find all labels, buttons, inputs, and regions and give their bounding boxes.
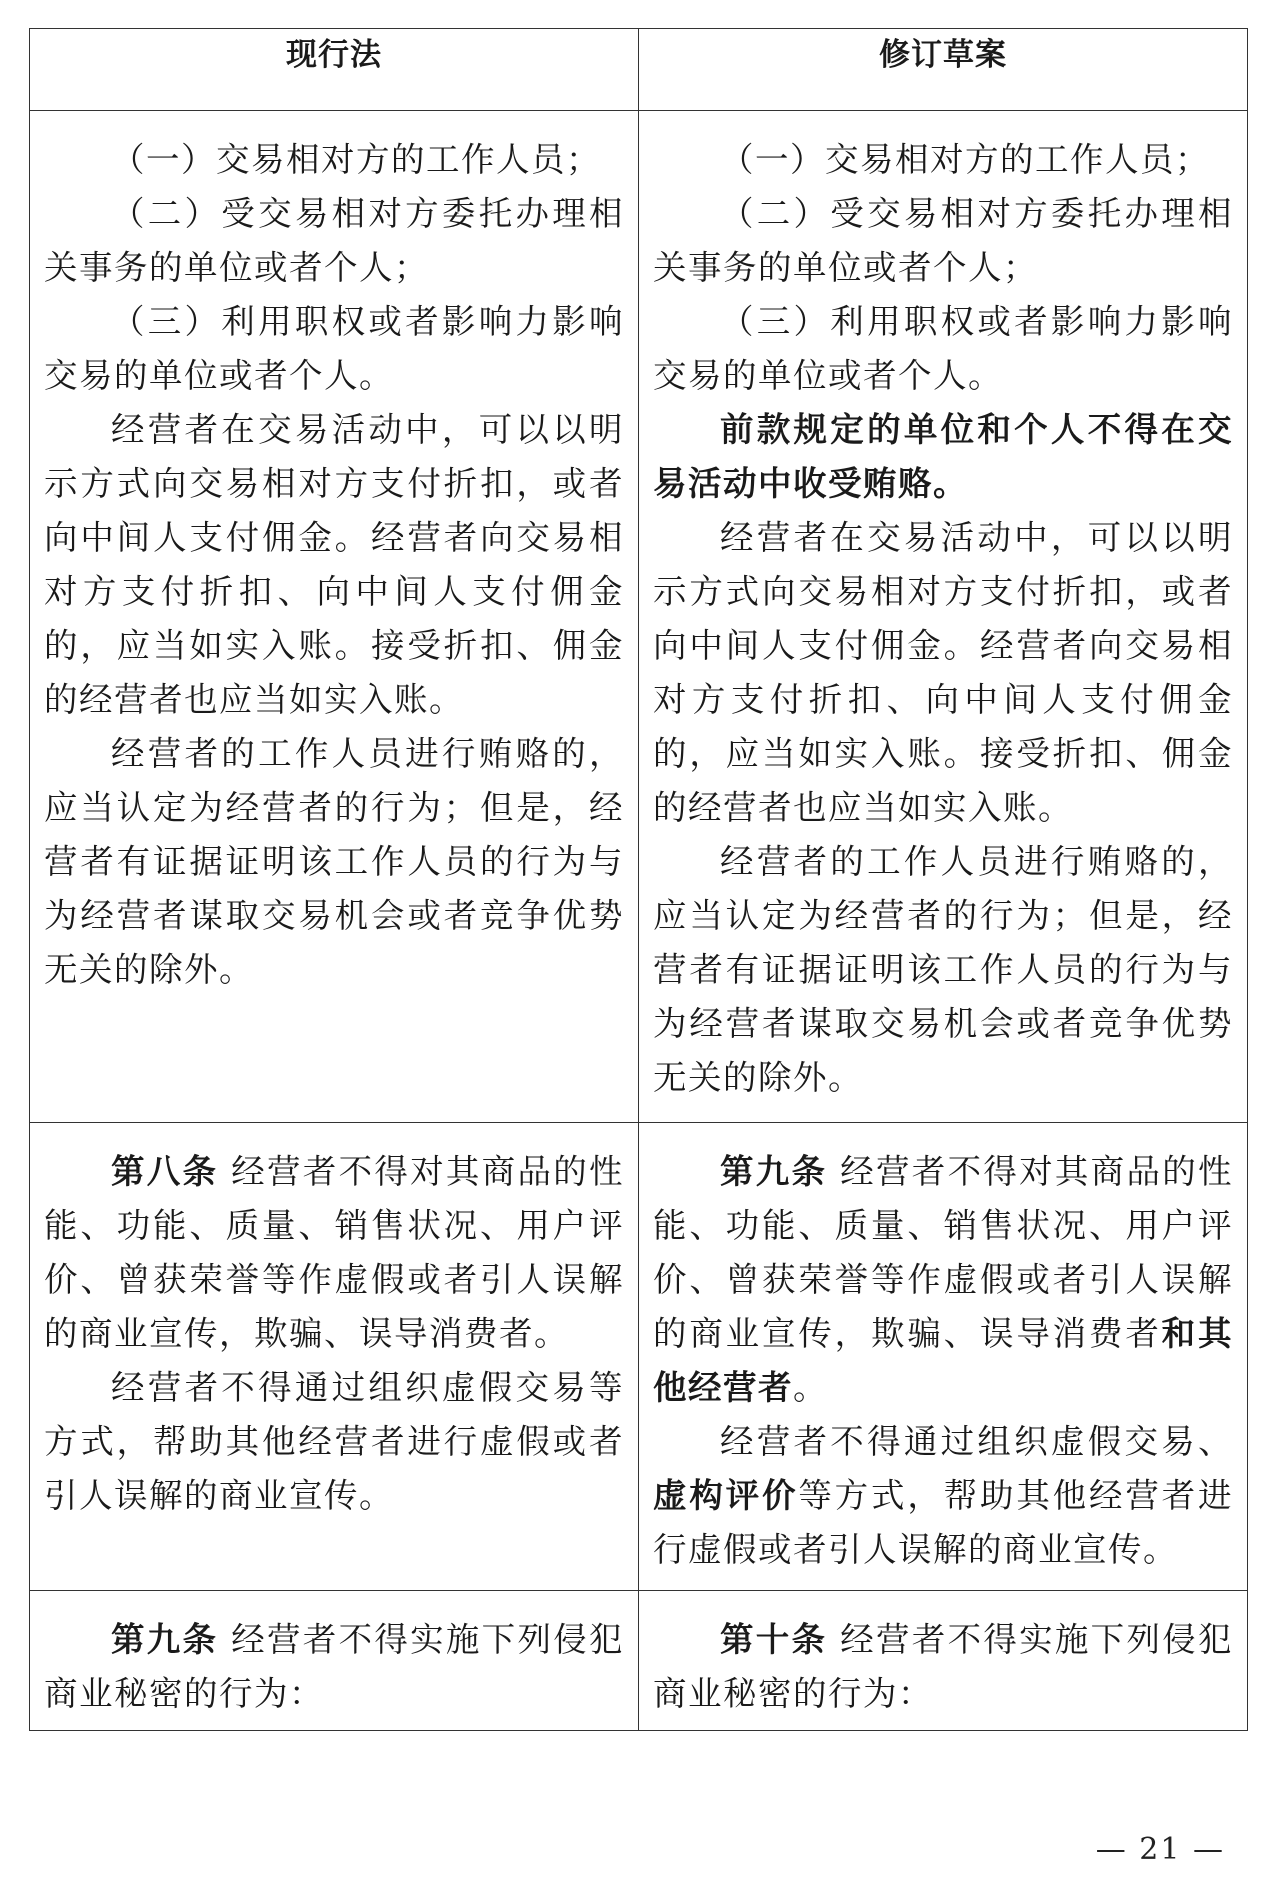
paragraph xyxy=(44,1361,624,1523)
text: （一）交易相对方的工作人员； xyxy=(720,140,1210,179)
table-header-row xyxy=(30,29,1248,111)
text: （二）受交易相对方委托办理相关事务的单位或者个人； xyxy=(653,194,1233,287)
text: 经营者在交易活动中，可以以明示方式向交易相对方支付折扣，或者向中间人支付佣金。经营者向交易相对方支付折扣、向中间人支付佣金的，应当如实入账。接受折扣、佣金的经营者也应当如实入账。 xyxy=(653,518,1233,827)
cell-revised-draft xyxy=(639,1591,1248,1731)
text: 经营者不得实施下列侵犯商业秘密的行为： xyxy=(44,1620,624,1713)
bold-text: 前款规定的单位和个人不得在交易活动中收受贿赂。 xyxy=(653,410,1233,503)
text: （一）交易相对方的工作人员； xyxy=(111,140,601,179)
paragraph xyxy=(653,133,1233,187)
text: （三）利用职权或者影响力影响交易的单位或者个人。 xyxy=(44,302,624,395)
text: 。 xyxy=(793,1368,828,1407)
text: 经营者不得对其商品的性能、功能、质量、销售状况、用户评价、曾获荣誉等作虚假或者引人误解的商业宣传，欺骗、误导消费者。 xyxy=(44,1152,624,1353)
paragraph xyxy=(44,187,624,295)
text: 经营者不得实施下列侵犯商业秘密的行为： xyxy=(653,1620,1233,1713)
paragraph xyxy=(44,727,624,997)
text: （三）利用职权或者影响力影响交易的单位或者个人。 xyxy=(653,302,1233,395)
bold-text: 第九条 xyxy=(720,1152,828,1191)
text: 经营者的工作人员进行贿赂的，应当认定为经营者的行为；但是，经营者有证据证明该工作人员的行为与为经营者谋取交易机会或者竞争优势无关的除外。 xyxy=(653,842,1233,1097)
cell-revised-draft xyxy=(639,1123,1248,1591)
cell-current-law xyxy=(30,1591,639,1731)
cell-current-law xyxy=(30,111,639,1123)
paragraph xyxy=(653,187,1233,295)
paragraph xyxy=(44,133,624,187)
paragraph xyxy=(44,1145,624,1361)
text: 经营者不得通过组织虚假交易等方式，帮助其他经营者进行虚假或者引人误解的商业宣传。 xyxy=(44,1368,624,1515)
text: 经营者不得通过组织虚假交易、 xyxy=(720,1422,1233,1461)
cell-current-law xyxy=(30,1123,639,1591)
bold-text: 和其他经营者 xyxy=(653,1314,1234,1407)
paragraph xyxy=(44,403,624,727)
paragraph xyxy=(44,1613,624,1721)
text: （二）受交易相对方委托办理相关事务的单位或者个人； xyxy=(44,194,624,287)
paragraph xyxy=(653,1145,1233,1415)
paragraph xyxy=(653,511,1233,835)
bold-text: 第九条 xyxy=(111,1620,219,1659)
paragraph xyxy=(653,1415,1233,1577)
header-revised-draft: 修订草案 xyxy=(639,29,1248,111)
bold-text: 第八条 xyxy=(111,1152,219,1191)
page-number: — 21 — xyxy=(1095,1832,1225,1867)
bold-text: 虚构评价 xyxy=(653,1476,799,1515)
comparison-table xyxy=(29,28,1248,1731)
paragraph xyxy=(653,403,1233,511)
paragraph xyxy=(653,295,1233,403)
paragraph xyxy=(653,835,1233,1105)
header-current-law: 现行法 xyxy=(30,29,639,111)
text: 经营者在交易活动中，可以以明示方式向交易相对方支付折扣，或者向中间人支付佣金。经营者向交易相对方支付折扣、向中间人支付佣金的，应当如实入账。接受折扣、佣金的经营者也应当如实入账。 xyxy=(44,410,624,719)
paragraph xyxy=(653,1613,1233,1721)
text: 等方式，帮助其他经营者进行虚假或者引人误解的商业宣传。 xyxy=(653,1476,1234,1569)
table-row xyxy=(30,1591,1248,1731)
text: 经营者不得对其商品的性能、功能、质量、销售状况、用户评价、曾获荣誉等作虚假或者引人误解的商业宣传，欺骗、误导消费者 xyxy=(653,1152,1233,1353)
paragraph xyxy=(44,295,624,403)
table-row xyxy=(30,111,1248,1123)
text: 经营者的工作人员进行贿赂的，应当认定为经营者的行为；但是，经营者有证据证明该工作人员的行为与为经营者谋取交易机会或者竞争优势无关的除外。 xyxy=(44,734,624,989)
bold-text: 第十条 xyxy=(720,1620,828,1659)
cell-revised-draft xyxy=(639,111,1248,1123)
table-row xyxy=(30,1123,1248,1591)
